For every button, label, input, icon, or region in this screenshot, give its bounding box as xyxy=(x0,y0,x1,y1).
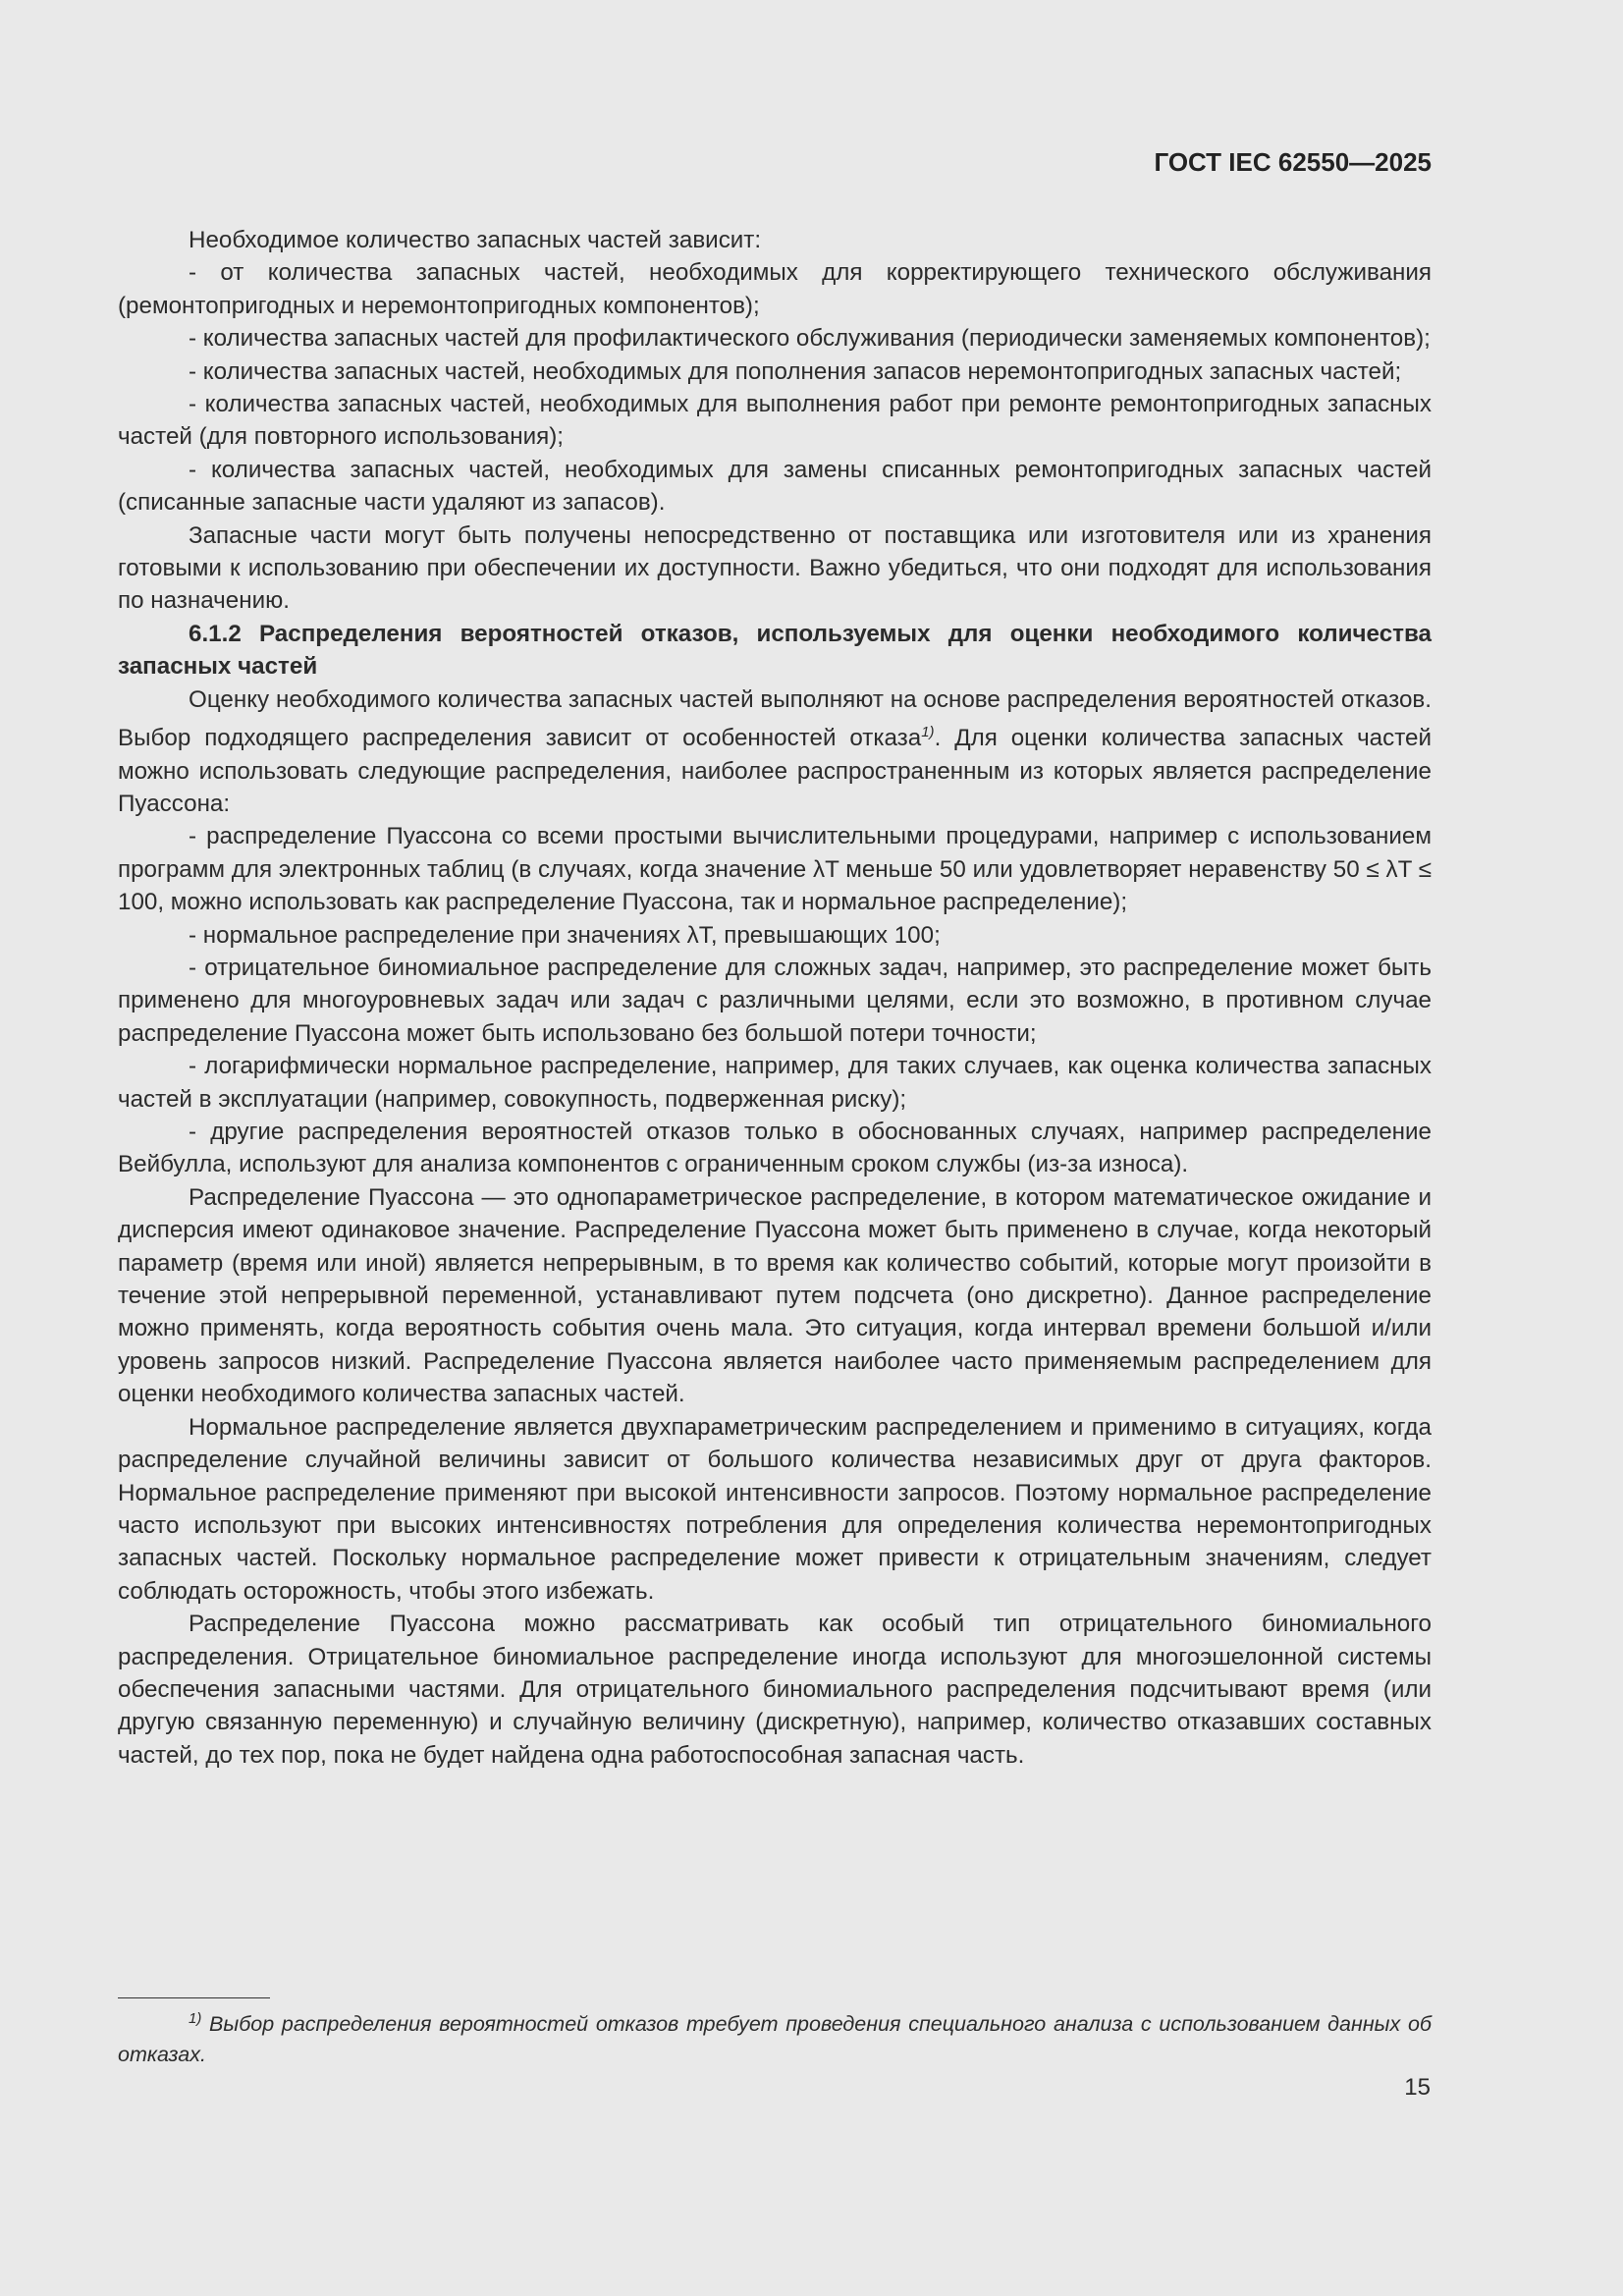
body-text xyxy=(118,224,1432,1772)
footnote-reference: 1) xyxy=(921,724,935,741)
list-item: - логарифмически нормальное распределение, например, для таких случаев, как оценка количества запасных частей в эксплуатации (например, совокупность, подверженная риску); xyxy=(118,1053,1432,1113)
paragraph: Распределение Пуассона — это однопараметрическое распределение, в котором математическое ожидание и дисперсия имеют одинаковое значение. Распределение Пуассона может быть применено в случае, когда некоторый параметр (время или иной) является непрерывным, в то время как количество событий, которые могут произойти в течение этой непрерывной переменной, устанавливают путем подсчета (оно дискретно). Данное распределение можно применять, когда вероятность события очень мала. Это ситуация, когда интервал времени большой и/или уровень запросов низкий. Распределение Пуассона является наиболее часто применяемым распределением для оценки необходимого количества запасных частей. xyxy=(118,1183,1432,1408)
list-item: - количества запасных частей, необходимых для выполнения работ при ремонте ремонтопригодных запасных частей (для повторного использования); xyxy=(118,391,1432,451)
list-item: - другие распределения вероятностей отказов только в обоснованных случаях, например распределение Вейбулла, используют для анализа компонентов с ограниченным сроком службы (из-за износа). xyxy=(118,1119,1432,1178)
paragraph xyxy=(118,683,1432,821)
list-item: - от количества запасных частей, необходимых для корректирующего технического обслуживания (ремонтопригодных и неремонтопригодных компонентов); xyxy=(118,259,1432,319)
footnote-divider xyxy=(118,1997,270,1998)
standard-header: ГОСТ IEC 62550—2025 xyxy=(1154,147,1432,177)
section-heading: 6.1.2 Распределения вероятностей отказов, используемых для оценки необходимого количества запасных частей xyxy=(118,620,1432,681)
footnote-mark: 1) xyxy=(189,2010,202,2027)
list-item: - количества запасных частей, необходимых для пополнения запасов неремонтопригодных запасных частей; xyxy=(189,357,1402,385)
paragraph: Распределение Пуассона можно рассматривать как особый тип отрицательного биномиального распределения. Отрицательное биномиальное распределение иногда используют для многоэшелонной системы обеспечения запасными частями. Для отрицательного биномиального распределения подсчитывают время (или другую связанную переменную) и случайную величину (дискретную), например, количество отказавших составных частей, до тех пор, пока не будет найдена одна работоспособная запасная часть. xyxy=(118,1611,1432,1769)
paragraph-text: . Для оценки количества запасных частей можно использовать следующие распределения, наиболее распространенным из которых является распределение Пуассона: xyxy=(118,725,1432,817)
list-item: - распределение Пуассона со всеми простыми вычислительными процедурами, например с использованием программ для электронных таблиц (в случаях, когда значение λT меньше 50 или удовлетворяет неравенству 50 ≤ λT ≤ 100, можно использовать как распределение Пуассона, так и нормальное распределение); xyxy=(118,823,1432,916)
list-item: - нормальное распределение при значениях λT, превышающих 100; xyxy=(189,921,941,949)
paragraph-text: Оценку необходимого количества запасных частей выполняют на основе распределения вероятностей отказов. Выбор подходящего распределения зависит от особенностей отказа xyxy=(118,685,1432,752)
paragraph: Необходимое количество запасных частей зависит: xyxy=(189,227,762,253)
list-item: - количества запасных частей для профилактического обслуживания (периодически заменяемых компонентов); xyxy=(189,325,1431,353)
page-number: 15 xyxy=(1404,2074,1431,2101)
paragraph: Нормальное распределение является двухпараметрическим распределением и применимо в ситуациях, когда распределение случайной величины зависит от большого количества независимых друг от друга факторов. Нормальное распределение применяют при высокой интенсивности запросов. Поэтому нормальное распределение часто используют при высоких интенсивностях потребления для определения количества неремонтопригодных запасных частей. Поскольку нормальное распределение может привести к отрицательным значениям, следует соблюдать осторожность, чтобы этого избежать. xyxy=(118,1413,1432,1605)
list-item: - отрицательное биномиальное распределение для сложных задач, например, это распределение может быть применено для многоуровневых задач или задач с различными целями, если это возможно, в противном случае распределение Пуассона может быть использовано без большой потери точности; xyxy=(118,955,1432,1047)
paragraph: Запасные части могут быть получены непосредственно от поставщика или изготовителя или из хранения готовыми к использованию при обеспечении их доступности. Важно убедиться, что они подходят для использования по назначению. xyxy=(118,521,1432,615)
list-item: - количества запасных частей, необходимых для замены списанных ремонтопригодных запасных частей (списанные запасные части удаляют из запасов). xyxy=(118,456,1432,517)
footnote-text: Выбор распределения вероятностей отказов требует проведения специального анализа с использованием данных об отказах. xyxy=(118,2012,1432,2067)
footnote xyxy=(118,2003,1432,2070)
